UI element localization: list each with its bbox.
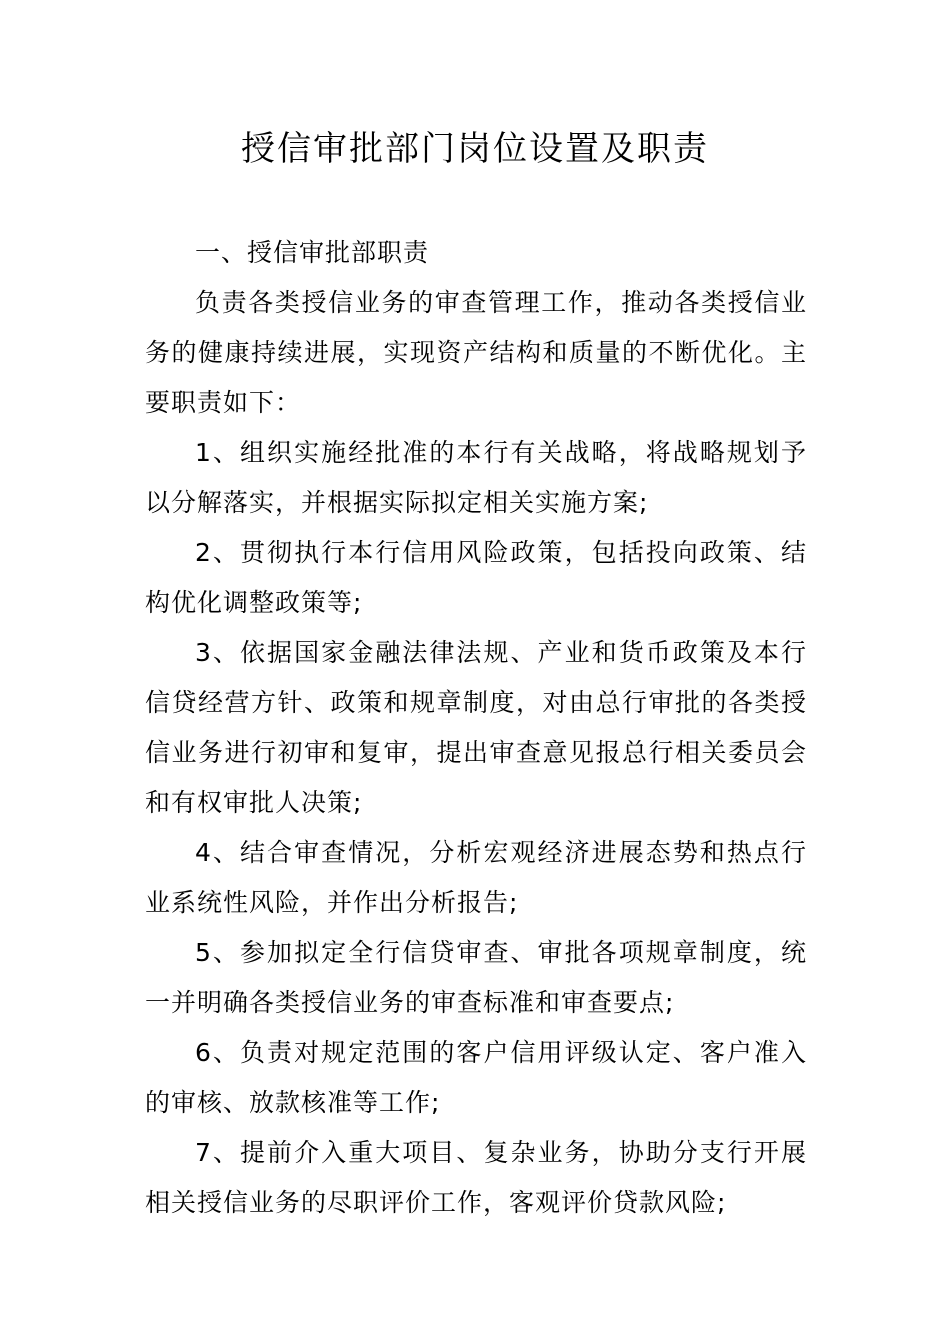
document-body bbox=[145, 228, 807, 1228]
section-heading: 一、授信审批部职责 bbox=[195, 238, 430, 267]
duty-item-4: 4、结合审查情况，分析宏观经济进展态势和热点行业系统性风险，并作出分析报告; bbox=[145, 838, 807, 917]
duty-item-3: 3、依据国家金融法律法规、产业和货币政策及本行信贷经营方针、政策和规章制度，对由总行审批的各类授信业务进行初审和复审，提出审查意见报总行相关委员会和有权审批人决策; bbox=[145, 638, 807, 817]
duty-item-6: 6、负责对规定范围的客户信用评级认定、客户准入的审核、放款核准等工作; bbox=[145, 1038, 807, 1117]
intro-paragraph: 负责各类授信业务的审查管理工作，推动各类授信业务的健康持续进展，实现资产结构和质量的不断优化。主要职责如下： bbox=[145, 288, 807, 417]
document-title: 授信审批部门岗位设置及职责 bbox=[241, 129, 709, 169]
duty-item-7: 7、提前介入重大项目、复杂业务，协助分支行开展相关授信业务的尽职评价工作，客观评价贷款风险; bbox=[145, 1138, 807, 1217]
duty-item-2: 2、贯彻执行本行信用风险政策，包括投向政策、结构优化调整政策等; bbox=[145, 538, 807, 617]
duty-item-1: 1、组织实施经批准的本行有关战略，将战略规划予以分解落实，并根据实际拟定相关实施方案; bbox=[145, 438, 807, 517]
duty-item-5: 5、参加拟定全行信贷审查、审批各项规章制度，统一并明确各类授信业务的审查标准和审查要点; bbox=[145, 938, 807, 1017]
